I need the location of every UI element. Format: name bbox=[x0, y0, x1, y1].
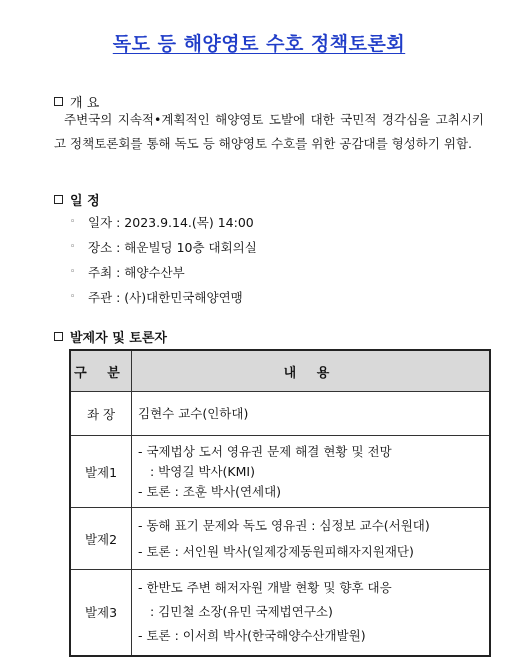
bullet-icon: ◦ bbox=[70, 242, 76, 252]
table-header-row bbox=[70, 350, 490, 392]
content-line: - 토론 : 조훈 박사(연세대) bbox=[138, 483, 282, 499]
schedule-item bbox=[70, 213, 254, 231]
schedule-item-text: 장소 : 해운빌딩 10층 대회의실 bbox=[88, 240, 257, 255]
content-line: 김현수 교수(인하대) bbox=[138, 405, 249, 421]
table-header-content: 내 용 bbox=[132, 350, 491, 392]
table-row bbox=[70, 570, 490, 656]
document-title: 독도 등 해양영토 수호 정책토론회 bbox=[112, 33, 406, 55]
schedule-item-text: 주최 : 해양수산부 bbox=[88, 265, 185, 280]
row-label: 발제3 bbox=[70, 570, 132, 656]
schedule-item bbox=[70, 238, 257, 256]
schedule-item bbox=[70, 288, 243, 306]
table-row bbox=[70, 392, 490, 436]
row-label: 좌 장 bbox=[70, 392, 132, 436]
row-label: 발제2 bbox=[70, 508, 132, 570]
schedule-item-text: 일자 : 2023.9.14.(목) 14:00 bbox=[88, 215, 254, 230]
panel-heading bbox=[54, 327, 167, 346]
content-line: - 토론 : 이서희 박사(한국해양수산개발원) bbox=[138, 628, 366, 644]
checkbox-square-icon bbox=[54, 97, 63, 106]
table-row bbox=[70, 508, 490, 570]
schedule-item bbox=[70, 263, 185, 281]
row-content bbox=[132, 570, 491, 656]
panel-table bbox=[69, 349, 491, 657]
table-header-category: 구 분 bbox=[70, 350, 132, 392]
content-line: - 국제법상 도서 영유권 문제 해결 현황 및 전망 bbox=[138, 443, 392, 459]
content-line: - 토론 : 서인원 박사(일제강제동원피해자지원재단) bbox=[138, 543, 414, 559]
schedule-heading bbox=[54, 190, 100, 209]
schedule-item-text: 주관 : (사)대한민국해양연맹 bbox=[88, 290, 243, 305]
row-content bbox=[132, 392, 491, 436]
content-line: - 한반도 주변 해저자원 개발 현황 및 향후 대응 bbox=[138, 580, 392, 596]
row-content bbox=[132, 508, 491, 570]
row-content bbox=[132, 436, 491, 508]
content-line: - 동해 표기 문제와 독도 영유권 : 심정보 교수(서원대) bbox=[138, 517, 430, 533]
bullet-icon: ◦ bbox=[70, 267, 76, 277]
checkbox-square-icon bbox=[54, 332, 63, 341]
panel-heading-label: 발제자 및 토론자 bbox=[70, 331, 167, 346]
bullet-icon: ◦ bbox=[70, 292, 76, 302]
bullet-icon: ◦ bbox=[70, 217, 76, 227]
schedule-heading-label: 일 정 bbox=[70, 194, 100, 209]
overview-paragraph bbox=[54, 108, 484, 156]
content-line: : 박영길 박사(KMI) bbox=[150, 463, 255, 479]
content-line: : 김민철 소장(유민 국제법연구소) bbox=[150, 604, 333, 620]
table-row bbox=[70, 436, 490, 508]
overview-text: 주변국의 지속적•계획적인 해양영토 도발에 대한 국민적 경각심을 고취시키고 정책토론회를 통해 독도 등 해양영토 수호를 위한 공감대를 형성하기 위함. bbox=[54, 112, 484, 151]
overview-heading-label: 개 요 bbox=[70, 96, 100, 111]
checkbox-square-icon bbox=[54, 195, 63, 204]
row-label: 발제1 bbox=[70, 436, 132, 508]
